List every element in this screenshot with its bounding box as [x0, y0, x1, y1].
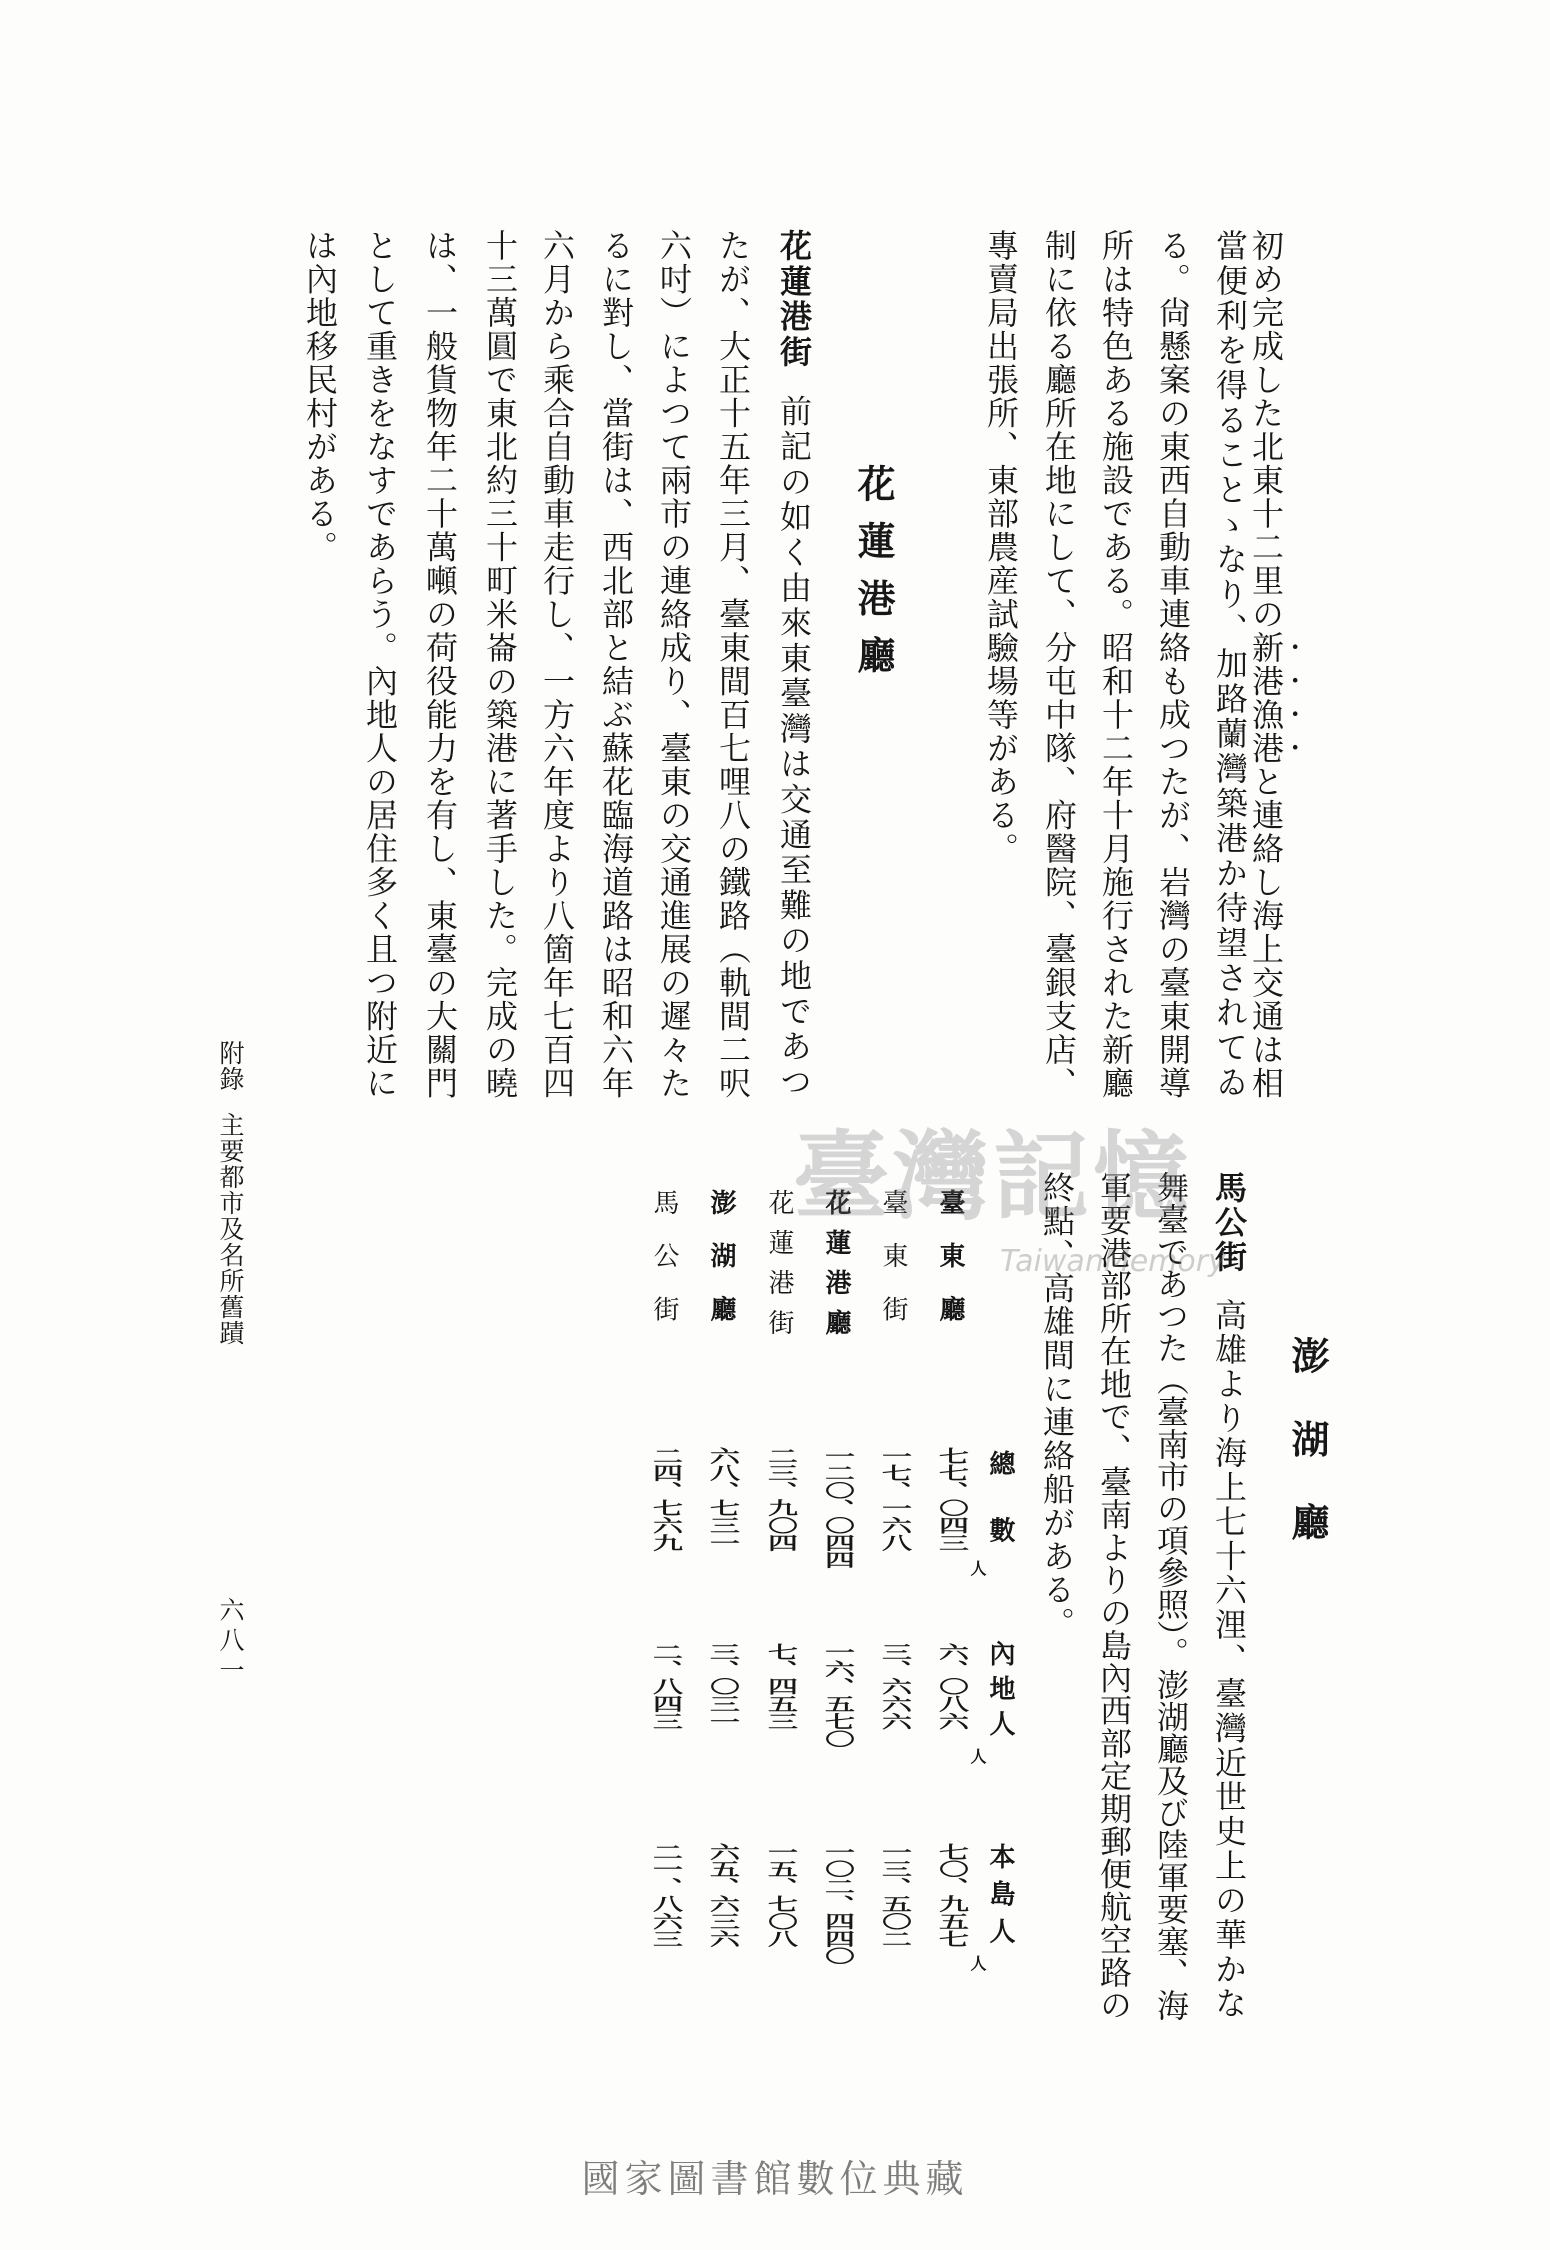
emphasized-text: 新港漁港: [1247, 631, 1285, 765]
table-header-total: 總 數: [985, 1450, 1015, 1550]
running-footer-title: [215, 1040, 245, 1346]
text-column: [1211, 1171, 1247, 2021]
table-cell-hontou: 七〇、九五七: [933, 1843, 968, 1948]
table-cell-naichi: 一六、五七〇: [819, 1643, 854, 1748]
unit-label: 人: [968, 1748, 987, 1764]
text-column: 六吋）によつて兩市の連絡成り、臺東の交通進展の遲々た: [655, 229, 693, 1100]
table-cell-total: 二四、七六九: [647, 1447, 682, 1552]
watermark-text: 臺灣記憶: [793, 1120, 1193, 1233]
table-cell-hontou: 二一、八六三: [647, 1843, 682, 1948]
text-column: 制に依る廳所在地にして、分屯中隊、府醫院、臺銀支店、: [1040, 229, 1078, 1100]
text-segment: 初め完成した北東十二里の: [1247, 229, 1285, 631]
archive-credit: 國家圖書館數位典藏: [581, 2157, 969, 2201]
table-row-label: 花蓮港廳: [821, 1189, 851, 1349]
text-column: 所は特色ある施設である。昭和十二年十月施行された新廳: [1097, 229, 1135, 1100]
footer-section: 附錄: [216, 1040, 245, 1092]
text-column: たが、大正十五年三月、臺東間百七哩八の鐵路（軌間二呎: [714, 229, 752, 1100]
text-column: 十三萬圓で東北約三十町米崙の築港に著手した。完成の曉: [481, 229, 519, 1100]
table-row-label: 澎湖廳: [706, 1189, 736, 1349]
text-column: として重きをなすであらう。內地人の居住多く且つ附近に: [361, 229, 399, 1100]
table-cell-naichi: 六、〇八六: [933, 1643, 968, 1730]
unit-label: 人: [968, 1560, 987, 1576]
text-column: 當便利を得ることゝなり、加路蘭灣築港か待望されてゐ: [1211, 229, 1249, 1100]
entry-lead-term: 馬公街: [1210, 1171, 1248, 1275]
table-row-label: 馬公街: [649, 1189, 679, 1349]
text-column: 終點、高雄間に連絡船がある。: [1038, 1171, 1076, 1640]
text-column: るに對し、當街は、西北部と結ぶ蘇花臨海道路は昭和六年: [597, 229, 635, 1100]
table-cell-total: 一七、一六八: [876, 1447, 911, 1552]
table-cell-naichi: 三、〇三一: [704, 1643, 739, 1730]
table-cell-hontou: 一三、五〇二: [876, 1843, 911, 1948]
section-heading-penghu: 澎湖廳: [1285, 1336, 1330, 1586]
page-number: 六八一: [216, 1597, 245, 1687]
entry-lead-term: 花蓮港街: [775, 229, 813, 371]
table-cell-naichi: 二、八四三: [647, 1643, 682, 1730]
text-column: 專賣局出張所、東部農産試驗場等がある。: [982, 229, 1020, 866]
table-cell-total: 六八、七三一: [704, 1447, 739, 1552]
table-row-label: 臺東街: [878, 1189, 908, 1349]
table-cell-naichi: 七、四五三: [762, 1643, 797, 1730]
unit-label: 人: [968, 1955, 987, 1971]
text-segment: 高雄より海上七十六浬、臺灣近世史上の華かな: [1210, 1298, 1248, 2021]
table-row-label: 花蓮港街: [764, 1189, 794, 1349]
text-column: 六月から乘合自動車走行し、一方六年度より八箇年七百四: [538, 229, 576, 1100]
table-header-naichi: 內地人: [985, 1640, 1015, 1745]
watermark-latin: TaiwanMemory: [1000, 1244, 1226, 1279]
text-column: は、一般貨物年二十萬噸の荷役能力を有し、東臺の大關門: [421, 229, 459, 1100]
table-cell-total: 七七、〇四三: [933, 1447, 968, 1552]
table-cell-hontou: 一〇二、四四〇: [819, 1843, 854, 1965]
table-cell-total: 二三、九〇四: [762, 1447, 797, 1552]
table-cell-total: 一二〇、〇四四: [819, 1447, 854, 1569]
table-cell-hontou: 一五、七〇八: [762, 1843, 797, 1948]
table-cell-hontou: 六五、六三六: [704, 1843, 739, 1948]
text-segment: 前記の如く由來東臺灣は交通至難の地であつ: [775, 394, 813, 1101]
text-column: [776, 229, 812, 1100]
text-column: 軍要港部所在地で、臺南よりの島內西部定期郵便航空路の: [1095, 1171, 1133, 2021]
section-heading-hualien: 花蓮港廳: [851, 464, 896, 693]
text-column: 舞臺であつた（臺南市の項參照）。澎湖廳及び陸軍要塞、海: [1152, 1171, 1190, 2021]
table-row-label: 臺東廳: [935, 1189, 965, 1349]
footer-title: 主要都市及名所舊蹟: [216, 1112, 245, 1346]
text-column: る。尙懸案の東西自動車連絡も成つたが、岩灣の臺東開導: [1154, 229, 1192, 1100]
table-cell-naichi: 三、六六六: [876, 1643, 911, 1730]
text-segment: と連絡し海上交通は相: [1247, 765, 1285, 1100]
table-header-hontou: 本島人: [985, 1843, 1015, 1955]
text-column: [1247, 229, 1304, 1100]
text-column: は內地移民村がある。: [301, 229, 339, 564]
